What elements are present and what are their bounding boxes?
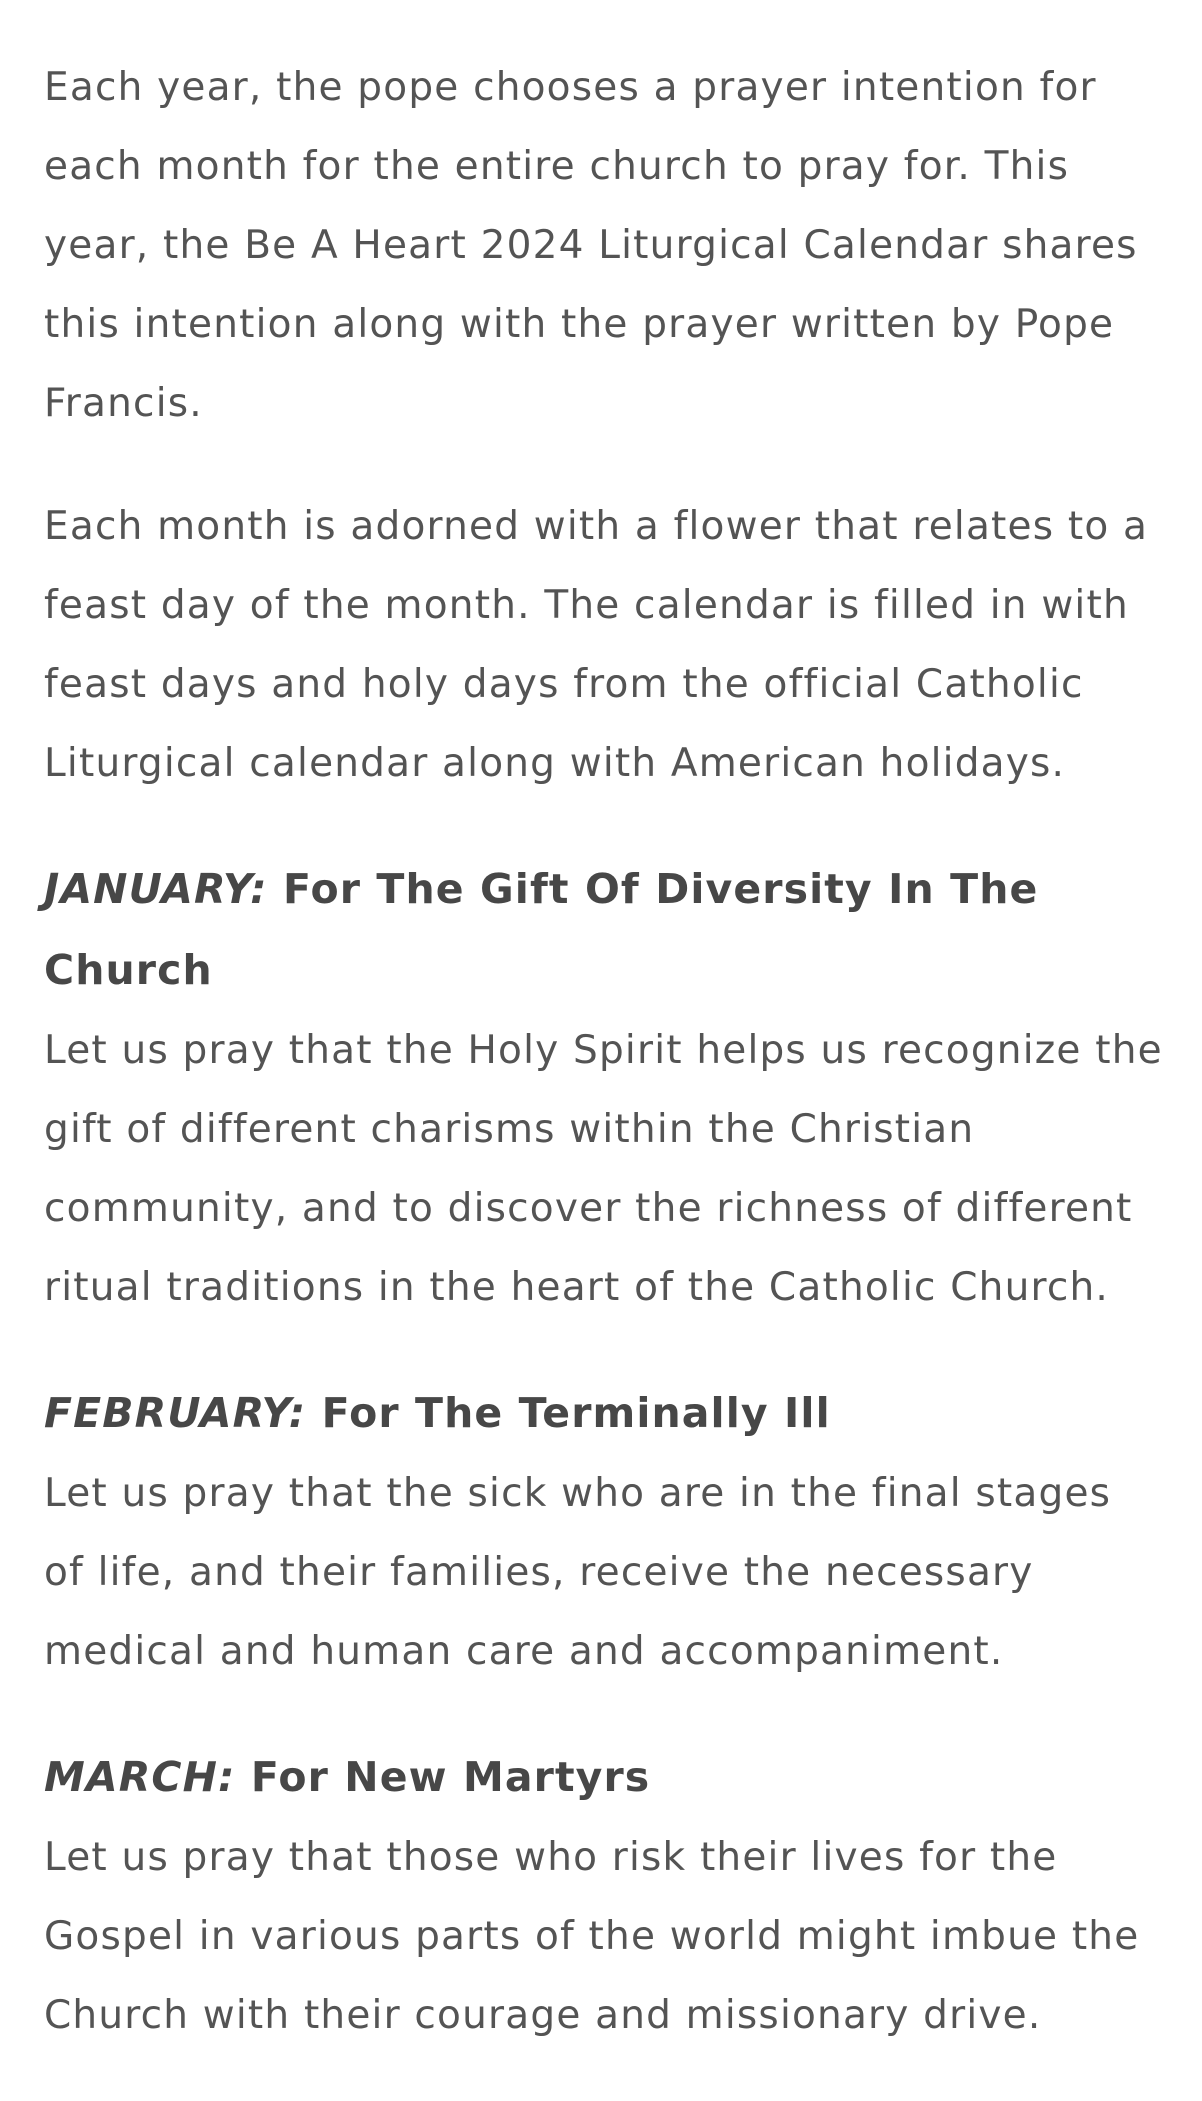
month-name: JANUARY: <box>44 865 268 913</box>
month-section-january <box>44 849 1164 1327</box>
intro-paragraph: Each month is adorned with a flower that relates to a feast day of the month. The calendar is filled in with feast days and holy days from the official Catholic Liturgical calendar along with American holidays. <box>44 504 1149 786</box>
article-body <box>44 48 1164 2101</box>
month-name: MARCH: <box>44 1753 236 1801</box>
month-title: For The Terminally Ill <box>321 1389 831 1437</box>
month-title: For New Martyrs <box>250 1753 651 1801</box>
month-title: For The Gift Of Diversity In The Church <box>44 865 1039 994</box>
month-heading <box>44 849 1164 1011</box>
month-prayer: Let us pray that the Holy Spirit helps us recognize the gift of different charisms within the Christian community, and to discover the richness of different ritual traditions in the heart of the Catholic Church. <box>44 1028 1163 1310</box>
month-section-february <box>44 1373 1164 1691</box>
month-section-march <box>44 1737 1164 2055</box>
month-prayer: Let us pray that those who risk their lives for the Gospel in various parts of the world might imbue the Church with their courage and missionary drive. <box>44 1835 1140 2038</box>
month-name: FEBRUARY: <box>44 1389 307 1437</box>
month-heading <box>44 1373 1164 1454</box>
intro-paragraph: Each year, the pope chooses a prayer intention for each month for the entire church to pray for. This year, the Be A Heart 2024 Liturgical Calendar shares this intention along with the prayer written by Pope Francis. <box>44 65 1138 426</box>
month-heading <box>44 1737 1164 1818</box>
month-prayer: Let us pray that the sick who are in the final stages of life, and their families, receive the necessary medical and human care and accompaniment. <box>44 1471 1112 1674</box>
